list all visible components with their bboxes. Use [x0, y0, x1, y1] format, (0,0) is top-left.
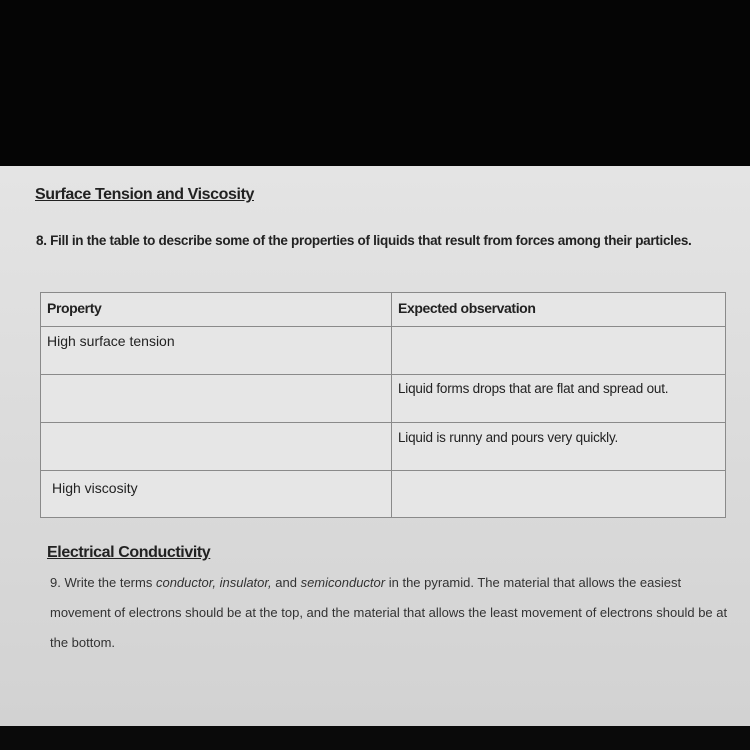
table-cell-observation: Liquid forms drops that are flat and spread out.	[398, 381, 669, 396]
term-semiconductor: semiconductor	[300, 575, 386, 590]
table-row	[41, 327, 725, 375]
table-header-property: Property	[47, 300, 102, 316]
section-heading-electrical-conductivity: Electrical Conductivity	[47, 544, 211, 561]
table-row	[41, 423, 725, 471]
question-9-suffix: in the pyramid. The material that allows the easiest movement of electrons should be at the top, and the material that allows the least movement of electrons should be at the bottom.	[50, 575, 728, 650]
table-row	[41, 471, 725, 518]
table-cell-property: High viscosity	[52, 480, 138, 496]
table-cell-observation: Liquid is runny and pours very quickly.	[398, 430, 619, 445]
question-9-text	[50, 568, 730, 658]
question-8-text: 8. Fill in the table to describe some of the properties of liquids that result from forces among their particles.	[36, 233, 692, 248]
table-cell-property: High surface tension	[47, 333, 175, 349]
question-9-and: and	[271, 575, 301, 590]
table-header-row	[41, 293, 725, 327]
monitor-bezel	[0, 726, 750, 750]
question-9-prefix: 9. Write the terms	[50, 575, 156, 590]
table-header-observation: Expected observation	[398, 300, 536, 316]
term-insulator: insulator,	[219, 575, 272, 590]
properties-table	[40, 292, 726, 518]
term-conductor: conductor,	[155, 575, 216, 590]
section-heading-surface-tension: Surface Tension and Viscosity	[35, 186, 254, 203]
table-row	[41, 375, 725, 423]
